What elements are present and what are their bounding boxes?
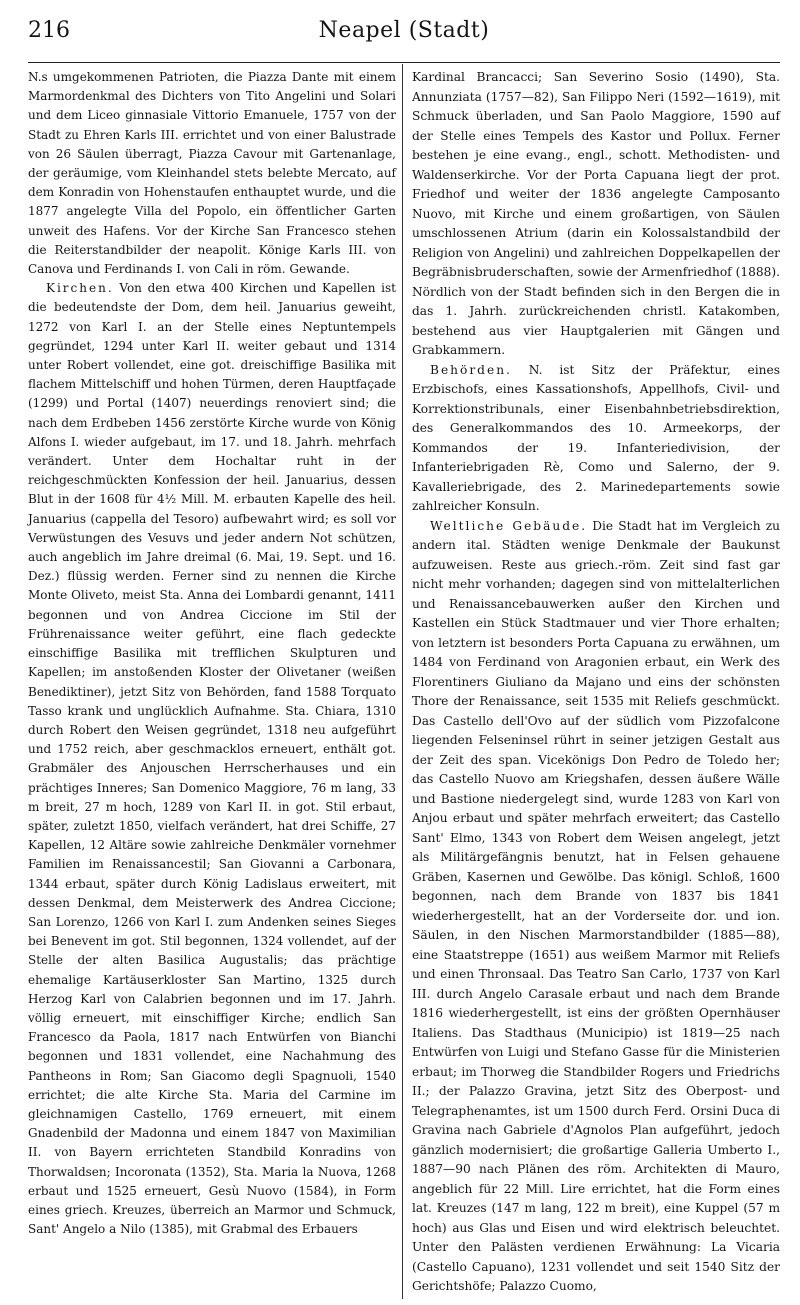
left-column (28, 68, 396, 1239)
right-column (412, 68, 780, 1297)
section-heading: Weltliche Gebäude. (430, 518, 588, 533)
running-head: Neapel (Stadt) (318, 18, 490, 43)
paragraph: Kardinal Brancacci; San Severino Sosio (1490), Sta. Annunziata (1757—82), San Filippo Neri (1592—1619), mit Schmuck überladen, und San Paolo Maggiore, 1590 auf der Stelle eines Tempels des Kastor und Pollux. Ferner bestehen je eine evang., engl., schott. Methodisten- und Waldenserkirche. Vor der Porta Capuana liegt der prot. Friedhof und weiter der 1836 angelegte Camposanto Nuovo, mit Kirche und einem großartigen, von Säulen umschlossenen Atrium (darin ein Kolossalstandbild der Religion von Angelini) und zahlreichen Doppelkapellen der Begräbnisbruderschaften, sowie der Armenfriedhof (1888). Nördlich von der Stadt befinden sich in den Bergen die in das 1. Jahrh. zurückreichenden christl. Katakomben, bestehend aus vier Hauptgalerien mit Gängen und Grabkammern. (412, 70, 780, 357)
paragraph-text: N. ist Sitz der Präfektur, eines Erzbischofs, eines Kassationshofs, Appellhofs, Civil- und Korrektionstribunals, einer Eisenbahnbetriebsdirektion, des Generalkommandos des 10. Armeekorps, der Kommandos der 19. Infanteriedivision, der Infanteriebrigaden Rè, Como und Salerno, der 9. Kavalleriebrigade, des 2. Marinedepartements sowie zahlreicher Konsuln. (412, 362, 780, 513)
section-heading: Behörden. (430, 362, 512, 377)
paragraph (28, 279, 396, 1239)
section-heading: Kirchen. (46, 281, 114, 296)
header-rule (28, 62, 780, 63)
page-number: 216 (28, 18, 70, 43)
paragraph (412, 517, 780, 1297)
paragraph-text: Die Stadt hat im Vergleich zu andern ital. Städten wenige Denkmale der Baukunst aufzuweisen. Reste aus griech.-röm. Zeit sind fast gar nicht mehr vorhanden; dagegen sind von mittelalterlichen und Renaissancebauwerken außer den Kirchen und Kastellen ein Stück Stadtmauer und vier Thore erhalten; von letztern ist besonders Porta Capuana zu erwähnen, um 1484 von Ferdinand von Aragonien erbaut, ein Werk des Florentiners Giuliano da Majano und eins der schönsten Thore der Renaissance, seit 1535 mit Reliefs geschmückt. Das Castello dell'Ovo auf der südlich vom Pizzofalcone liegenden Felseninsel rührt in seiner jetzigen Gestalt aus der Zeit des span. Vicekönigs Don Pedro de Toledo her; das Castello Nuovo am Kriegshafen, dessen äußere Wälle und Bastione niedergelegt sind, wurde 1283 von Karl von Anjou erbaut und später mehrfach erweitert; das Castello Sant' Elmo, 1343 von Robert dem Weisen angelegt, jetzt als Militärgefängnis benutzt, hat in Felsen gehauene Gräben, Kasernen und Gewölbe. Das königl. Schloß, 1600 begonnen, nach dem Brande von 1837 bis 1841 wiederhergestellt, hat an der Vorderseite dor. und ion. Säulen, in den Nischen Marmorstandbilder (1885—88), eine Staatstreppe (1651) aus weißem Marmor mit Reliefs und einen Thronsaal. Das Teatro San Carlo, 1737 von Karl III. durch Angelo Carasale erbaut und nach dem Brande 1816 wiederhergestellt, ist eins der größten Opernhäuser Italiens. Das Stadthaus (Municipio) ist 1819—25 nach Entwürfen von Luigi und Stefano Gasse für die Ministerien erbaut; im Thorweg die Standbilder Rogers und Friedrichs II.; der Palazzo Gravina, jetzt Sitz des Oberpost- und Telegraphenamtes, ist um 1500 durch Ferd. Orsini Duca di Gravina nach Gabriele d'Agnolos Plan aufgeführt, jedoch gänzlich modernisiert; die großartige Galleria Umberto I., 1887—90 nach Plänen des röm. Architekten di Mauro, angeblich für 22 Mill. Lire errichtet, hat die Form eines lat. Kreuzes (147 m lang, 122 m breit), eine Kuppel (57 m hoch) aus Glas und Eisen und wird elektrisch beleuchtet. Unter den Palästen verdienen Erwähnung: La Vicaria (Castello Capuano), 1231 vollendet und seit 1540 Sitz der Gerichtshöfe; Palazzo Cuomo, (412, 518, 780, 1293)
paragraph (412, 361, 780, 517)
paragraph-text: Von den etwa 400 Kirchen und Kapellen ist die bedeutendste der Dom, dem heil. Januarius geweiht, 1272 von Karl I. an der Stelle eines Neptuntempels gegründet, 1294 unter Karl II. weiter gebaut und 1314 unter Robert vollendet, eine got. dreischiffige Basilika mit flachem Mittelschiff und hohen Türmen, deren Hauptfaçade (1299) und Portal (1407) neuerdings renoviert sind; die nach dem Erdbeben 1456 zerstörte Kirche wurde von König Alfons I. wieder aufgebaut, im 17. und 18. Jahrh. mehrfach verändert. Unter dem Hochaltar ruht in der reichgeschmückten Konfession der heil. Januarius, dessen Blut in der 1608 für 4½ Mill. M. erbauten Kapelle des heil. Januarius (cappella del Tesoro) aufbewahrt wird; es soll vor Verwüstungen des Vesuvs und jeder andern Not schützen, auch angeblich im Jahre dreimal (6. Mai, 19. Sept. und 16. Dez.) flüssig werden. Ferner sind zu nennen die Kirche Monte Oliveto, meist Sta. Anna dei Lombardi genannt, 1411 begonnen und von Andrea Ciccione im Stil der Frührenaissance weiter geführt, eine flach gedeckte einschiffige Basilika mit trefflichen Skulpturen und Kapellen; im anstoßenden Kloster der Olivetaner (weißen Benediktiner), jetzt Sitz von Behörden, fand 1588 Torquato Tasso krank und unglücklich Aufnahme. Sta. Chiara, 1310 durch Robert den Weisen gegründet, 1318 neu aufgeführt und 1752 reich, aber geschmacklos erneuert, enthält got. Grabmäler des Anjouschen Herrscherhauses und ein prächtiges Inneres; San Domenico Maggiore, 76 m lang, 33 m breit, 27 m hoch, 1289 von Karl II. in got. Stil erbaut, später, zuletzt 1850, vielfach verändert, hat drei Schiffe, 27 Kapellen, 12 Altäre sowie zahlreiche Denkmäler vornehmer Familien im Renaissancestil; San Giovanni a Carbonara, 1344 erbaut, später durch König Ladislaus erweitert, mit dessen Denkmal, dem Meisterwerk des Andrea Ciccione; San Lorenzo, 1266 von Karl I. zum Andenken seines Sieges bei Benevent im got. Stil begonnen, 1324 vollendet, auf der Stelle der alten Basilica Augustalis; das prächtige ehemalige Kartäuserkloster San Martino, 1325 durch Herzog Karl von Calabrien begonnen und im 17. Jahrh. völlig erneuert, mit einschiffiger Kirche; endlich San Francesco da Paola, 1817 nach Entwürfen von Bianchi begonnen und 1831 vollendet, eine Nachahmung des Pantheons in Rom; San Giacomo degli Spagnuoli, 1540 errichtet; die alte Kirche Sta. Maria del Carmine im gleichnamigen Castello, 1769 erneuert, mit einem Gnadenbild der Madonna und einem 1847 von Maximilian II. von Bayern errichteten Standbild Konradins von Thorwaldsen; Incoronata (1352), Sta. Maria la Nuova, 1268 erbaut und 1525 erneuert, Gesù Nuovo (1584), in Form eines griech. Kreuzes, überreich an Marmor und Schmuck, Sant' Angelo a Nilo (1385), mit Grabmal des Erbauers (28, 281, 396, 1237)
paragraph: N.s umgekommenen Patrioten, die Piazza Dante mit einem Marmordenkmal des Dichters von Tito Angelini und Solari und dem Liceo ginnasiale Vittorio Emanuele, 1757 von der Stadt zu Ehren Karls III. errichtet und von einer Balustrade von 26 Säulen überragt, Piazza Cavour mit Gartenanlage, der geräumige, vom Kleinhandel stets belebte Mercato, auf dem Konradin von Hohenstaufen enthauptet wurde, und die 1877 angelegte Villa del Popolo, ein öffentlicher Garten unweit des Hafens. Vor der Kirche San Francesco stehen die Reiterstandbilder der neapolit. Könige Karls III. von Canova und Ferdinands I. von Cali in röm. Gewande. (28, 70, 396, 277)
column-divider (402, 64, 403, 1299)
page-header (28, 8, 780, 52)
